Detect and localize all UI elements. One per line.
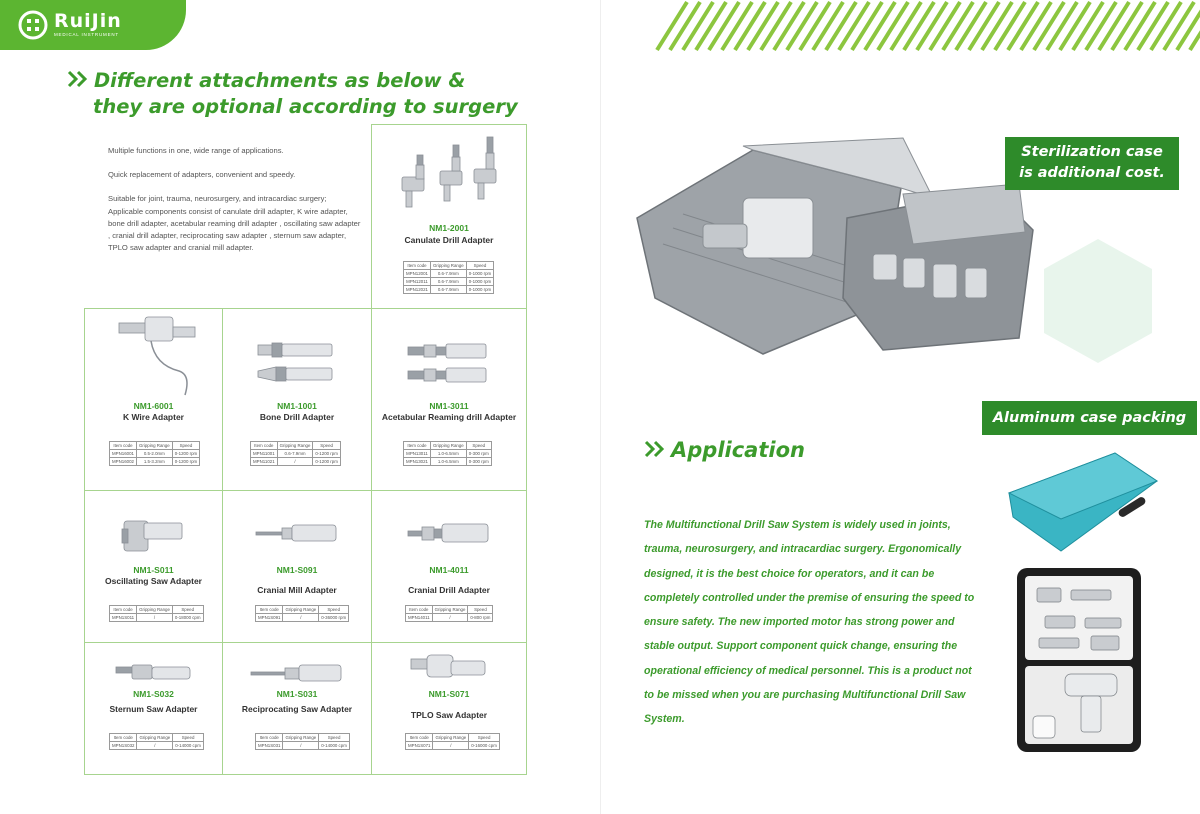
product-code: NM1-2001 bbox=[429, 223, 469, 233]
stripe bbox=[722, 2, 752, 50]
attachments-title bbox=[66, 68, 518, 120]
stripe bbox=[657, 2, 687, 50]
product-name: Cranial Drill Adapter bbox=[408, 585, 490, 595]
brand-logo[interactable] bbox=[0, 0, 186, 50]
decorative-stripes bbox=[653, 0, 1200, 52]
stripe bbox=[683, 2, 713, 50]
brand-tagline: MEDICAL INSTRUMENT bbox=[54, 32, 119, 38]
spec-table: Item code Gripping Range Speed MPN1S031 / 0-14000 cpm bbox=[255, 733, 350, 750]
stripe bbox=[1112, 2, 1142, 50]
product-code: NM1-6001 bbox=[133, 401, 174, 411]
product-code: NM1-3011 bbox=[429, 401, 469, 411]
stripe bbox=[852, 2, 882, 50]
stripe bbox=[735, 2, 765, 50]
double-chevron-icon bbox=[66, 69, 90, 89]
sterilization-line-1: Sterilization case bbox=[1021, 144, 1163, 160]
stripe bbox=[761, 2, 791, 50]
sterilization-case-photo bbox=[633, 128, 1037, 358]
stripe bbox=[917, 2, 947, 50]
product-code: NM1-S032 bbox=[133, 689, 174, 699]
product-cell-k-wire bbox=[84, 308, 223, 491]
product-code: NM1-S071 bbox=[428, 689, 470, 699]
product-cell-oscillating-saw bbox=[84, 490, 223, 643]
product-name: Canulate Drill Adapter bbox=[404, 235, 494, 245]
stripe bbox=[943, 2, 973, 50]
spec-table: Item code Gripping Range Speed MPN11001 0.6-7.9mm 0-1200 rpm MPN11021 / 0-1200 rpm bbox=[250, 441, 341, 466]
product-code: NM1-1001 bbox=[277, 401, 317, 411]
intro-text bbox=[108, 145, 363, 266]
product-cell-reciprocating-saw bbox=[222, 642, 372, 775]
table-row: MPN1S091 / 0-36000 rpm bbox=[256, 614, 349, 622]
cranial-drill-adapter-image bbox=[404, 519, 494, 549]
intro-paragraph: Multiple functions in one, wide range of applications. bbox=[108, 146, 284, 155]
table-row: MPN11001 0.6-7.9mm 0-1200 rpm bbox=[251, 450, 341, 458]
stripe bbox=[1138, 2, 1168, 50]
stripe bbox=[748, 2, 778, 50]
product-code: NM1-S011 bbox=[133, 565, 174, 575]
stripe bbox=[1151, 2, 1181, 50]
sternum-saw-adapter-image bbox=[112, 661, 196, 687]
stripe bbox=[839, 2, 869, 50]
stripe bbox=[969, 2, 999, 50]
spec-table: Item code Gripping Range Speed MPN16001 0.5-2.0mm 0-1200 rpm MPN16002 1.5-3.2mm 0-1200 rpm bbox=[109, 441, 200, 466]
intro-paragraph: Suitable for joint, trauma, neurosurgery, and intracardiac surgery; Applicable components consist of canulate drill adapter, K wire adapter, bone drill adapter, acetabular reaming drill adapter , oscillating saw adapter , cranial drill adapter, reciprocating saw adapter , sternum saw adapter, TPLO saw adapter and cranial mill adapter. bbox=[108, 194, 361, 253]
table-row: MPN14011 / 0-800 rpm bbox=[406, 614, 493, 622]
product-code: NM1-S031 bbox=[276, 689, 318, 699]
product-cell-tplo-saw bbox=[371, 642, 527, 775]
table-row: MPN16001 0.5-2.0mm 0-1200 rpm bbox=[110, 450, 200, 458]
stripe bbox=[1073, 2, 1103, 50]
stripe bbox=[1047, 2, 1077, 50]
stripe bbox=[956, 2, 986, 50]
product-name: Bone Drill Adapter bbox=[259, 412, 335, 422]
stripe bbox=[696, 2, 726, 50]
cranial-mill-adapter-image bbox=[252, 519, 342, 549]
stripe bbox=[774, 2, 804, 50]
table-row: MPN11021 / 0-1200 rpm bbox=[251, 458, 341, 466]
double-chevron-icon bbox=[643, 439, 667, 459]
stripe bbox=[891, 2, 921, 50]
product-name: Oscillating Saw Adapter bbox=[105, 576, 202, 586]
stripe bbox=[878, 2, 908, 50]
stripe bbox=[800, 2, 830, 50]
application-title-text: Application bbox=[671, 438, 805, 462]
product-name: Acetabular Reaming drill Adapter bbox=[381, 412, 517, 422]
canulate-drill-adapter-image bbox=[394, 135, 504, 215]
product-name: Reciprocating Saw Adapter bbox=[241, 704, 353, 714]
tplo-saw-adapter-image bbox=[407, 651, 491, 683]
table-row: MPN1S032 / 0-14000 cpm bbox=[110, 742, 204, 750]
product-cell-sternum-saw bbox=[84, 642, 223, 775]
stripe bbox=[1008, 2, 1038, 50]
product-name: TPLO Saw Adapter bbox=[410, 710, 488, 720]
k-wire-adapter-image bbox=[99, 315, 209, 403]
stripe bbox=[904, 2, 934, 50]
title-line-1: Different attachments as below & bbox=[94, 69, 466, 92]
table-row: MPN16002 1.5-3.2mm 0-1200 rpm bbox=[110, 458, 200, 466]
table-row: MPN12011 0.6-7.9mm 0-1000 rpm bbox=[404, 278, 494, 286]
stripe bbox=[1086, 2, 1116, 50]
product-cell-cranial-drill bbox=[371, 490, 527, 643]
brand-name: RuiJin bbox=[54, 10, 122, 33]
spec-table: Item code Gripping Range Speed MPN13011 1.0-6.5mm 0-300 rpm MPN13021 1.0-6.5mm 0-300 rpm bbox=[403, 441, 492, 466]
product-cell-canulate-drill bbox=[371, 124, 527, 309]
product-cell-acetabular-reaming bbox=[371, 308, 527, 491]
stripe bbox=[995, 2, 1025, 50]
stripe bbox=[930, 2, 960, 50]
stripe bbox=[1060, 2, 1090, 50]
logo-emblem-icon bbox=[18, 10, 48, 40]
stripe bbox=[865, 2, 895, 50]
spec-table: Item code Gripping Range Speed MPN12001 0.6-7.9mm 0-1000 rpm MPN12011 0.6-7.9mm 0-1000 rpm MPN12021 0.6-7.9mm 0-1000 rpm bbox=[403, 261, 494, 294]
spec-table: Item code Gripping Range Speed MPN1S071 / 0-16000 cpm bbox=[405, 733, 500, 750]
product-code: NM1-4011 bbox=[429, 565, 469, 575]
stripe bbox=[670, 2, 700, 50]
table-row: MPN13021 1.0-6.5mm 0-300 rpm bbox=[404, 458, 492, 466]
stripe bbox=[709, 2, 739, 50]
product-name: Cranial Mill Adapter bbox=[257, 585, 337, 595]
stripe bbox=[1125, 2, 1155, 50]
table-row: MPN12001 0.6-7.9mm 0-1000 rpm bbox=[404, 270, 494, 278]
product-cell-bone-drill bbox=[222, 308, 372, 491]
stripe bbox=[826, 2, 856, 50]
table-row: MPN1S071 / 0-16000 cpm bbox=[406, 742, 500, 750]
product-name: Sternum Saw Adapter bbox=[109, 704, 198, 714]
product-name: K Wire Adapter bbox=[122, 412, 184, 422]
sterilization-line-2: is additional cost. bbox=[1019, 165, 1165, 181]
intro-paragraph: Quick replacement of adapters, convenient and speedy. bbox=[108, 170, 296, 180]
title-line-2: they are optional according to surgery bbox=[93, 95, 518, 118]
spec-table: Item code Gripping Range Speed MPN1S032 / 0-14000 cpm bbox=[109, 733, 204, 750]
blue-case-photo bbox=[1001, 447, 1161, 557]
decorative-hexagon bbox=[1042, 237, 1154, 365]
right-page bbox=[600, 0, 1200, 814]
spec-table: Item code Gripping Range Speed MPN1S011 / 0-18000 cpm bbox=[109, 605, 204, 622]
stripe bbox=[982, 2, 1012, 50]
acetabular-reaming-adapter-image bbox=[404, 337, 494, 387]
product-code: NM1-S091 bbox=[276, 565, 318, 575]
stripe bbox=[1099, 2, 1129, 50]
spec-table: Item code Gripping Range Speed MPN1S091 / 0-36000 rpm bbox=[255, 605, 349, 622]
table-row: MPN13011 1.0-6.5mm 0-300 rpm bbox=[404, 450, 492, 458]
open-black-case-photo bbox=[1015, 566, 1143, 754]
stripe bbox=[1164, 2, 1194, 50]
spec-table: Item code Gripping Range Speed MPN14011 / 0-800 rpm bbox=[405, 605, 493, 622]
sterilization-note bbox=[1005, 137, 1179, 190]
stripe bbox=[1034, 2, 1064, 50]
table-row: MPN1S031 / 0-14000 cpm bbox=[256, 742, 350, 750]
table-row: MPN12021 0.6-7.9mm 0-1000 rpm bbox=[404, 286, 494, 294]
aluminum-case-label: Aluminum case packing bbox=[982, 401, 1197, 435]
stripe bbox=[787, 2, 817, 50]
oscillating-saw-adapter-image bbox=[114, 515, 194, 559]
bone-drill-adapter-image bbox=[252, 337, 342, 387]
product-cell-cranial-mill bbox=[222, 490, 372, 643]
reciprocating-saw-adapter-image bbox=[249, 661, 345, 687]
application-title bbox=[643, 438, 805, 462]
stripe bbox=[813, 2, 843, 50]
stripe bbox=[1021, 2, 1051, 50]
application-description: The Multifunctional Drill Saw System is widely used in joints, trauma, neurosurgery, and intracardiac surgery. Ergonomically designed, it is the best choice for operators, and it can be completely controlled under the premise of ensuring the speed to ensure safety. The new imported motor has strong power and stable output. Support component quick change, ensuring the operational efficiency of medical personnel. This is a product not to be missed when you are purchasing Multifunctional Drill Saw System. bbox=[644, 519, 975, 726]
table-row: MPN1S011 / 0-18000 cpm bbox=[110, 614, 204, 622]
